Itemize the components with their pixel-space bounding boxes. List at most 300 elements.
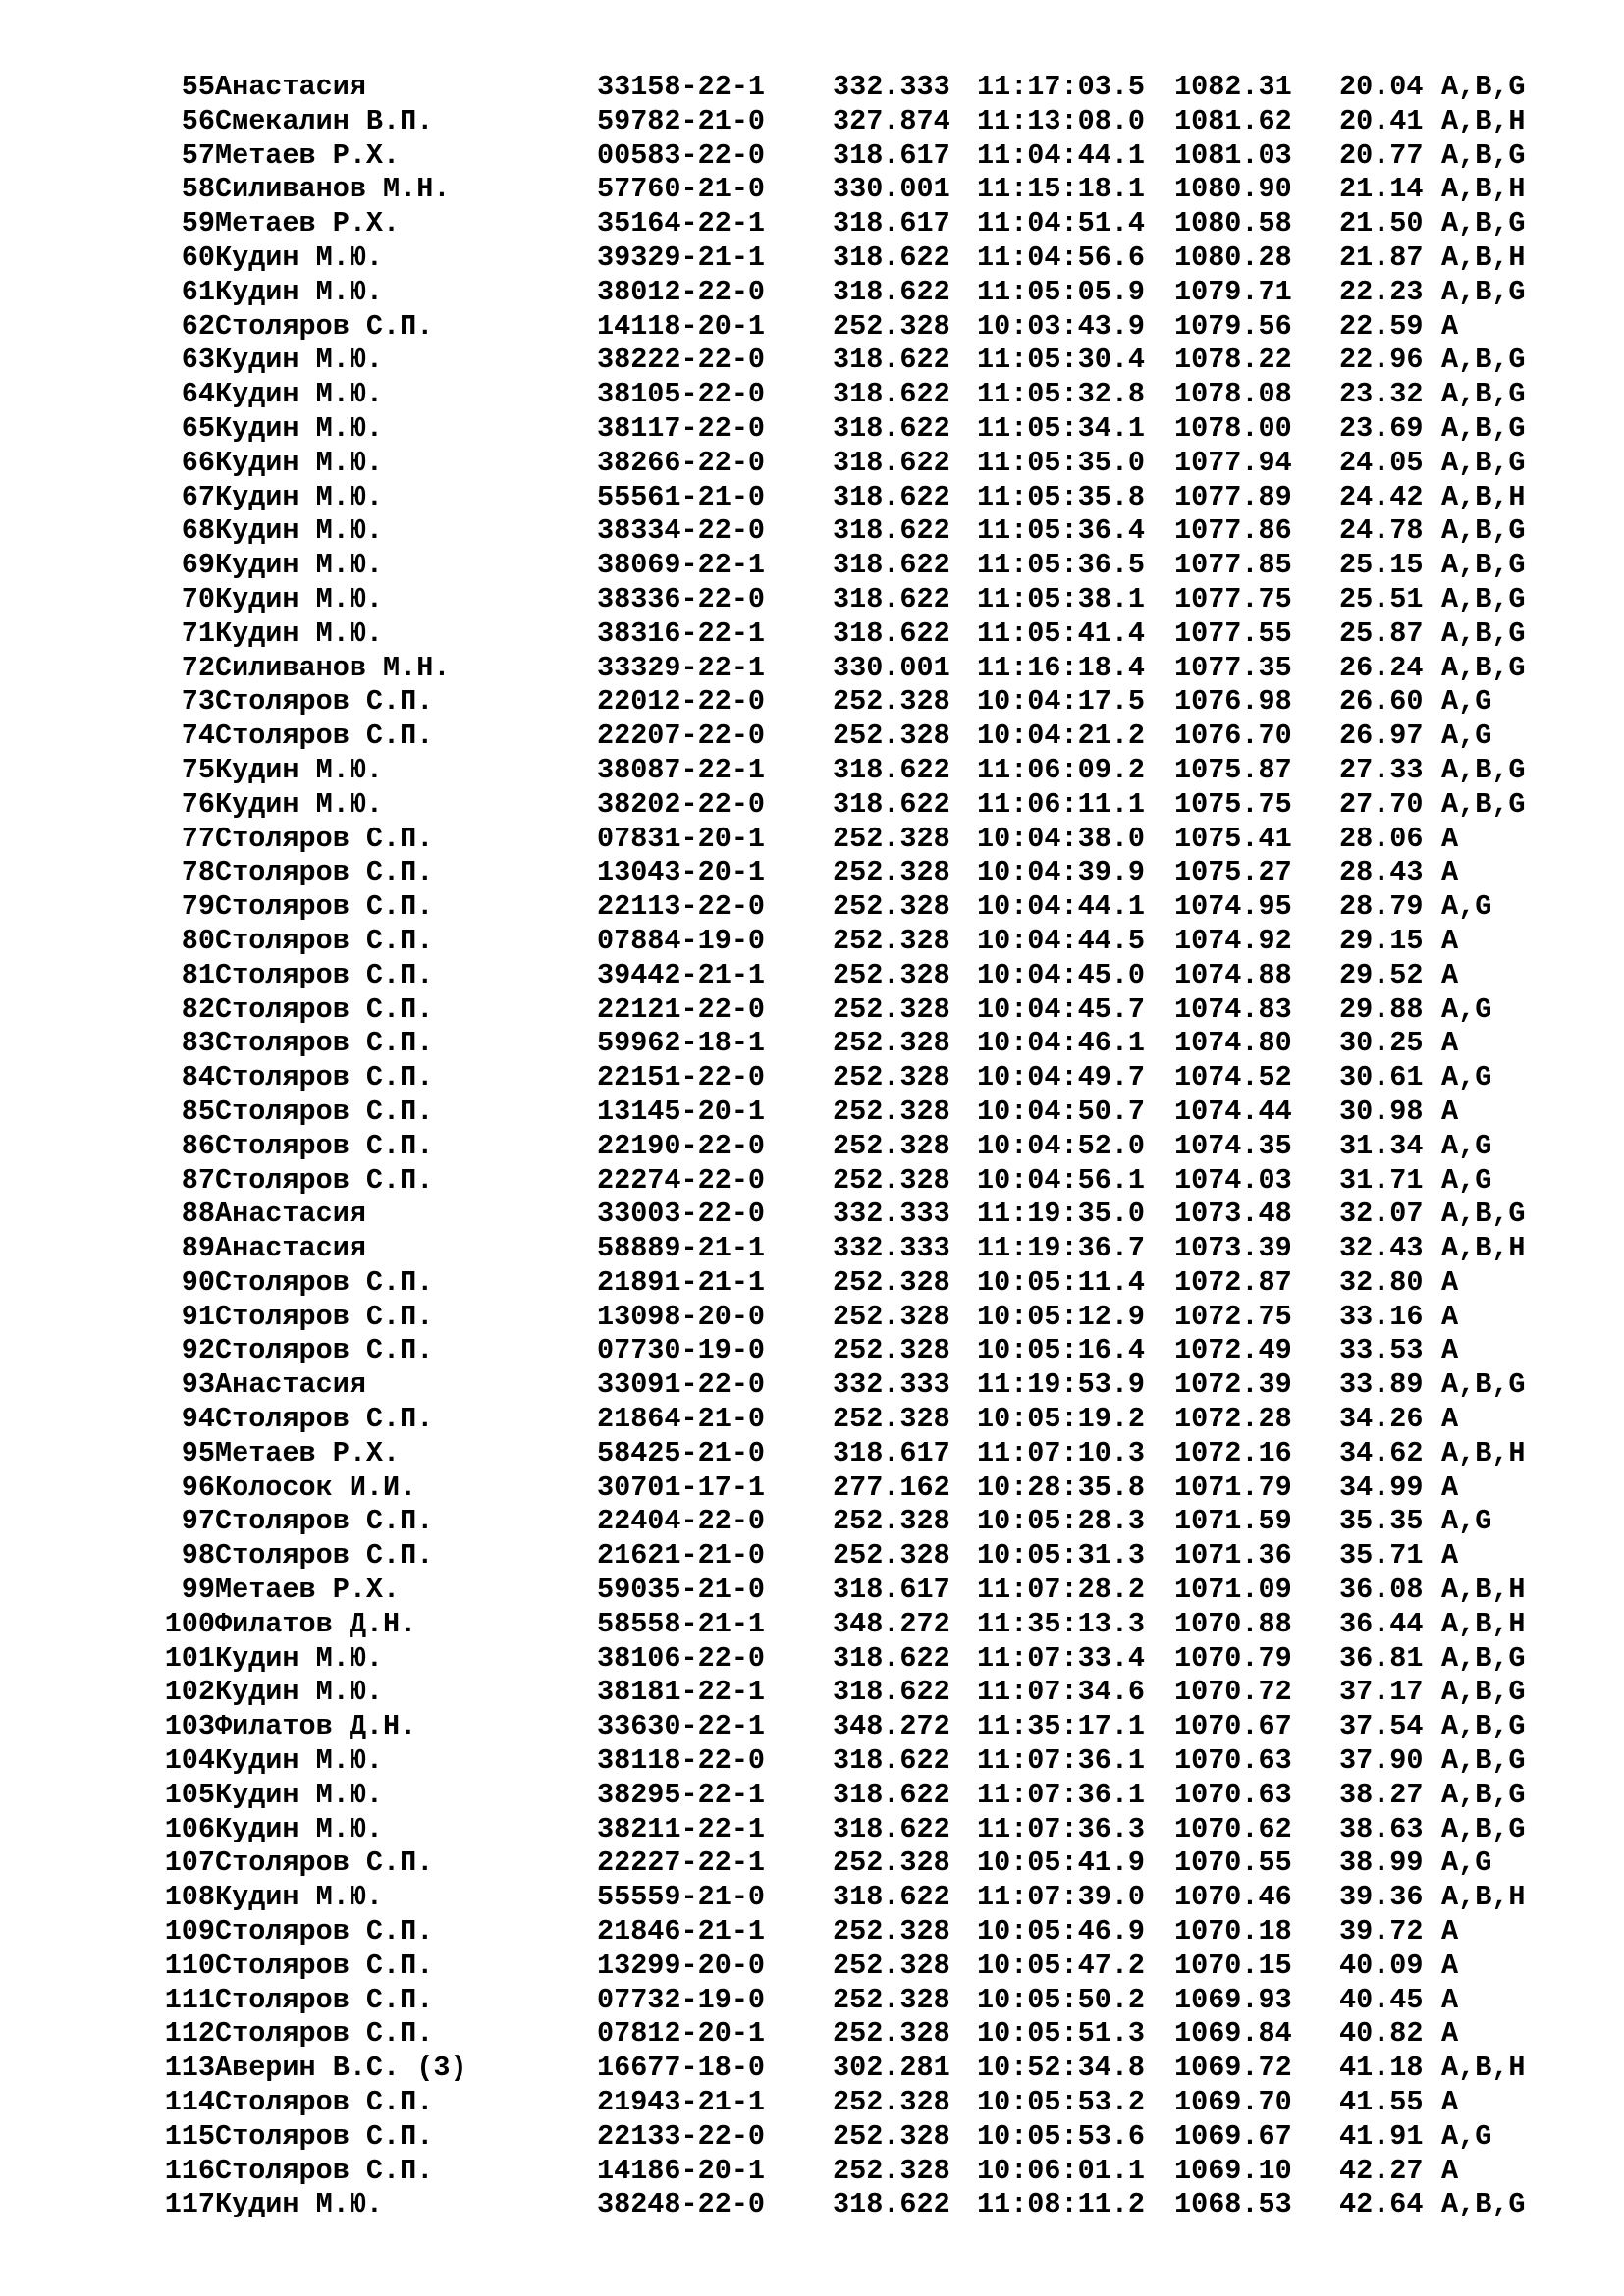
points-value: 30.25	[1339, 1027, 1424, 1060]
row-number: 81	[181, 958, 215, 991]
points-value: 34.26	[1339, 1403, 1424, 1436]
arrival-time: 10:04:46.1	[977, 1027, 1146, 1060]
class-codes: A,B,H	[1441, 1574, 1526, 1607]
row-number: 83	[181, 1027, 215, 1060]
ring-id: 58889-21-1	[597, 1232, 766, 1265]
class-codes: A	[1441, 1334, 1459, 1367]
speed-value: 1069.10	[1174, 2154, 1292, 2187]
table-row	[0, 1539, 1624, 1574]
ring-id: 39442-21-1	[597, 958, 766, 991]
row-number: 82	[181, 992, 215, 1026]
ring-id: 33630-22-1	[597, 1710, 766, 1743]
points-value: 39.36	[1339, 1881, 1424, 1914]
class-codes: A,B,G	[1441, 207, 1526, 240]
points-value: 29.52	[1339, 958, 1424, 991]
participant-name: Кудин М.Ю.	[215, 514, 384, 548]
ring-id: 22227-22-1	[597, 1846, 766, 1880]
speed-value: 1075.41	[1174, 822, 1292, 855]
points-value: 27.33	[1339, 753, 1424, 786]
points-value: 35.35	[1339, 1505, 1424, 1538]
speed-value: 1070.67	[1174, 1710, 1292, 1743]
row-number: 102	[164, 1676, 215, 1709]
ring-id: 38117-22-0	[597, 411, 766, 445]
distance-value: 252.328	[833, 720, 950, 753]
participant-name: Кудин М.Ю.	[215, 411, 384, 445]
arrival-time: 11:19:53.9	[977, 1368, 1146, 1402]
arrival-time: 10:06:01.1	[977, 2154, 1146, 2187]
participant-name: Кудин М.Ю.	[215, 240, 384, 274]
class-codes: A	[1441, 924, 1459, 957]
arrival-time: 10:04:17.5	[977, 685, 1146, 719]
ring-id: 21621-21-0	[597, 1539, 766, 1573]
table-row	[0, 549, 1624, 583]
points-value: 31.71	[1339, 1163, 1424, 1197]
table-row	[0, 139, 1624, 174]
speed-value: 1070.55	[1174, 1846, 1292, 1880]
arrival-time: 11:17:03.5	[977, 71, 1146, 103]
class-codes: A,B,G	[1441, 1812, 1526, 1845]
speed-value: 1070.62	[1174, 1812, 1292, 1845]
participant-name: Кудин М.Ю.	[215, 1744, 384, 1778]
participant-name: Колосок И.И.	[215, 1470, 417, 1504]
row-number: 74	[181, 720, 215, 753]
participant-name: Столяров С.П.	[215, 2119, 434, 2153]
ring-id: 22207-22-0	[597, 720, 766, 753]
points-value: 25.51	[1339, 582, 1424, 615]
points-value: 41.91	[1339, 2119, 1424, 2153]
speed-value: 1080.58	[1174, 207, 1292, 240]
participant-name: Кудин М.Ю.	[215, 753, 384, 786]
table-row	[0, 1574, 1624, 1608]
distance-value: 318.622	[833, 411, 950, 445]
table-row	[0, 1301, 1624, 1335]
row-number: 100	[164, 1607, 215, 1640]
participant-name: Кудин М.Ю.	[215, 446, 384, 479]
participant-name: Столяров С.П.	[215, 2154, 434, 2187]
participant-name: Кудин М.Ю.	[215, 1881, 384, 1914]
points-value: 34.62	[1339, 1436, 1424, 1469]
row-number: 114	[164, 2086, 215, 2119]
points-value: 28.79	[1339, 890, 1424, 924]
participant-name: Столяров С.П.	[215, 1403, 434, 1436]
ring-id: 38087-22-1	[597, 753, 766, 786]
ring-id: 33329-22-1	[597, 651, 766, 684]
distance-value: 252.328	[833, 2017, 950, 2051]
table-row	[0, 1779, 1624, 1813]
class-codes: A,G	[1441, 992, 1492, 1026]
ring-id: 59962-18-1	[597, 1027, 766, 1060]
class-codes: A,G	[1441, 2119, 1492, 2153]
arrival-time: 11:07:36.1	[977, 1778, 1146, 1811]
row-number: 99	[181, 1574, 215, 1607]
distance-value: 348.272	[833, 1710, 950, 1743]
row-number: 56	[181, 104, 215, 137]
distance-value: 318.617	[833, 138, 950, 172]
row-number: 71	[181, 616, 215, 650]
row-number: 62	[181, 309, 215, 343]
participant-name: Кудин М.Ю.	[215, 1812, 384, 1845]
class-codes: A,B,G	[1441, 1744, 1526, 1778]
table-row	[0, 2017, 1624, 2052]
distance-value: 252.328	[833, 1265, 950, 1299]
distance-value: 252.328	[833, 856, 950, 889]
distance-value: 252.328	[833, 1129, 950, 1162]
distance-value: 318.622	[833, 549, 950, 582]
arrival-time: 10:05:19.2	[977, 1403, 1146, 1436]
ring-id: 59782-21-0	[597, 104, 766, 137]
table-row	[0, 1676, 1624, 1710]
class-codes: A,G	[1441, 1061, 1492, 1095]
class-codes: A	[1441, 1265, 1459, 1299]
class-codes: A,B,G	[1441, 71, 1526, 103]
arrival-time: 11:05:30.4	[977, 344, 1146, 377]
table-row	[0, 754, 1624, 788]
speed-value: 1074.35	[1174, 1129, 1292, 1162]
speed-value: 1075.75	[1174, 787, 1292, 821]
row-number: 64	[181, 378, 215, 411]
speed-value: 1074.92	[1174, 924, 1292, 957]
ring-id: 38222-22-0	[597, 344, 766, 377]
participant-name: Филатов Д.Н.	[215, 1710, 417, 1743]
distance-value: 252.328	[833, 992, 950, 1026]
ring-id: 38336-22-0	[597, 582, 766, 615]
row-number: 117	[164, 2188, 215, 2221]
class-codes: A	[1441, 1470, 1459, 1504]
arrival-time: 10:04:52.0	[977, 1129, 1146, 1162]
points-value: 22.23	[1339, 275, 1424, 308]
ring-id: 38266-22-0	[597, 446, 766, 479]
speed-value: 1077.55	[1174, 616, 1292, 650]
class-codes: A,B,H	[1441, 1881, 1526, 1914]
participant-name: Столяров С.П.	[215, 2086, 434, 2119]
table-row	[0, 2155, 1624, 2189]
speed-value: 1073.39	[1174, 1232, 1292, 1265]
class-codes: A	[1441, 2017, 1459, 2051]
distance-value: 252.328	[833, 924, 950, 957]
arrival-time: 11:06:11.1	[977, 787, 1146, 821]
points-value: 33.53	[1339, 1334, 1424, 1367]
table-row	[0, 823, 1624, 857]
ring-id: 30701-17-1	[597, 1470, 766, 1504]
ring-id: 39329-21-1	[597, 240, 766, 274]
participant-name: Кудин М.Ю.	[215, 616, 384, 650]
ring-id: 59035-21-0	[597, 1574, 766, 1607]
ring-id: 38295-22-1	[597, 1778, 766, 1811]
participant-name: Кудин М.Ю.	[215, 344, 384, 377]
table-row	[0, 1984, 1624, 2018]
participant-name: Кудин М.Ю.	[215, 378, 384, 411]
class-codes: A	[1441, 822, 1459, 855]
points-value: 22.96	[1339, 344, 1424, 377]
ring-id: 55561-21-0	[597, 480, 766, 513]
ring-id: 38181-22-1	[597, 1676, 766, 1709]
table-row	[0, 71, 1624, 105]
class-codes: A	[1441, 309, 1459, 343]
distance-value: 330.001	[833, 173, 950, 206]
arrival-time: 11:05:32.8	[977, 378, 1146, 411]
ring-id: 35164-22-1	[597, 207, 766, 240]
row-number: 60	[181, 240, 215, 274]
speed-value: 1073.48	[1174, 1198, 1292, 1231]
participant-name: Столяров С.П.	[215, 1334, 434, 1367]
speed-value: 1070.79	[1174, 1641, 1292, 1675]
speed-value: 1075.87	[1174, 753, 1292, 786]
speed-value: 1069.84	[1174, 2017, 1292, 2051]
speed-value: 1071.59	[1174, 1505, 1292, 1538]
arrival-time: 11:05:36.5	[977, 549, 1146, 582]
arrival-time: 11:04:56.6	[977, 240, 1146, 274]
class-codes: A,G	[1441, 720, 1492, 753]
points-value: 25.15	[1339, 549, 1424, 582]
participant-name: Столяров С.П.	[215, 1095, 434, 1128]
class-codes: A,B,G	[1441, 787, 1526, 821]
ring-id: 14186-20-1	[597, 2154, 766, 2187]
table-row	[0, 276, 1624, 310]
speed-value: 1074.80	[1174, 1027, 1292, 1060]
speed-value: 1072.75	[1174, 1300, 1292, 1333]
class-codes: A,B,H	[1441, 2052, 1526, 2085]
table-row	[0, 1471, 1624, 1506]
ring-id: 38106-22-0	[597, 1641, 766, 1675]
row-number: 112	[164, 2017, 215, 2051]
row-number: 116	[164, 2154, 215, 2187]
points-value: 33.89	[1339, 1368, 1424, 1402]
distance-value: 252.328	[833, 1163, 950, 1197]
class-codes: A,B,G	[1441, 1676, 1526, 1709]
row-number: 94	[181, 1403, 215, 1436]
participant-name: Столяров С.П.	[215, 720, 434, 753]
arrival-time: 10:04:21.2	[977, 720, 1146, 753]
class-codes: A,B,H	[1441, 1436, 1526, 1469]
table-row	[0, 2086, 1624, 2120]
table-row	[0, 2188, 1624, 2222]
row-number: 69	[181, 549, 215, 582]
ring-id: 55559-21-0	[597, 1881, 766, 1914]
arrival-time: 11:35:17.1	[977, 1710, 1146, 1743]
speed-value: 1075.27	[1174, 856, 1292, 889]
table-row	[0, 310, 1624, 345]
points-value: 25.87	[1339, 616, 1424, 650]
speed-value: 1071.09	[1174, 1574, 1292, 1607]
points-value: 29.15	[1339, 924, 1424, 957]
points-value: 40.09	[1339, 1949, 1424, 1982]
points-value: 29.88	[1339, 992, 1424, 1026]
row-number: 108	[164, 1881, 215, 1914]
class-codes: A,G	[1441, 685, 1492, 719]
arrival-time: 11:07:10.3	[977, 1436, 1146, 1469]
speed-value: 1070.72	[1174, 1676, 1292, 1709]
speed-value: 1080.28	[1174, 240, 1292, 274]
table-row	[0, 959, 1624, 993]
participant-name: Метаев Р.Х.	[215, 1436, 401, 1469]
arrival-time: 11:04:44.1	[977, 138, 1146, 172]
table-row	[0, 1881, 1624, 1915]
speed-value: 1070.63	[1174, 1744, 1292, 1778]
row-number: 110	[164, 1949, 215, 1982]
row-number: 97	[181, 1505, 215, 1538]
distance-value: 252.328	[833, 1983, 950, 2016]
ring-id: 38012-22-0	[597, 275, 766, 308]
speed-value: 1076.70	[1174, 720, 1292, 753]
ring-id: 22274-22-0	[597, 1163, 766, 1197]
points-value: 37.54	[1339, 1710, 1424, 1743]
ring-id: 00583-22-0	[597, 138, 766, 172]
participant-name: Кудин М.Ю.	[215, 1641, 384, 1675]
row-number: 72	[181, 651, 215, 684]
points-value: 21.14	[1339, 173, 1424, 206]
participant-name: Столяров С.П.	[215, 1915, 434, 1949]
table-row	[0, 1095, 1624, 1130]
speed-value: 1077.75	[1174, 582, 1292, 615]
distance-value: 252.328	[833, 1027, 950, 1060]
points-value: 24.78	[1339, 514, 1424, 548]
class-codes: A	[1441, 1915, 1459, 1949]
table-row	[0, 1710, 1624, 1744]
table-row	[0, 685, 1624, 720]
arrival-time: 10:05:47.2	[977, 1949, 1146, 1982]
speed-value: 1076.98	[1174, 685, 1292, 719]
table-row	[0, 1813, 1624, 1847]
arrival-time: 11:19:35.0	[977, 1198, 1146, 1231]
class-codes: A,B,G	[1441, 1368, 1526, 1402]
class-codes: A,B,G	[1441, 411, 1526, 445]
speed-value: 1070.88	[1174, 1607, 1292, 1640]
row-number: 89	[181, 1232, 215, 1265]
points-value: 24.05	[1339, 446, 1424, 479]
table-row	[0, 1232, 1624, 1266]
points-value: 42.64	[1339, 2188, 1424, 2221]
row-number: 58	[181, 173, 215, 206]
speed-value: 1077.94	[1174, 446, 1292, 479]
distance-value: 252.328	[833, 1403, 950, 1436]
table-row	[0, 1061, 1624, 1095]
table-row	[0, 344, 1624, 378]
row-number: 84	[181, 1061, 215, 1095]
arrival-time: 11:07:34.6	[977, 1676, 1146, 1709]
table-row	[0, 105, 1624, 139]
ring-id: 13098-20-0	[597, 1300, 766, 1333]
class-codes: A	[1441, 2086, 1459, 2119]
distance-value: 318.617	[833, 1574, 950, 1607]
class-codes: A,B,H	[1441, 173, 1526, 206]
points-value: 41.18	[1339, 2052, 1424, 2085]
participant-name: Кудин М.Ю.	[215, 2188, 384, 2221]
points-value: 26.24	[1339, 651, 1424, 684]
points-value: 36.08	[1339, 1574, 1424, 1607]
row-number: 98	[181, 1539, 215, 1573]
distance-value: 252.328	[833, 2119, 950, 2153]
points-value: 22.59	[1339, 309, 1424, 343]
ring-id: 38202-22-0	[597, 787, 766, 821]
table-row	[0, 1266, 1624, 1301]
row-number: 68	[181, 514, 215, 548]
row-number: 104	[164, 1744, 215, 1778]
distance-value: 318.622	[833, 582, 950, 615]
ring-id: 07730-19-0	[597, 1334, 766, 1367]
ring-id: 58425-21-0	[597, 1436, 766, 1469]
ring-id: 07812-20-1	[597, 2017, 766, 2051]
ring-id: 21864-21-0	[597, 1403, 766, 1436]
participant-name: Столяров С.П.	[215, 1300, 434, 1333]
table-row	[0, 447, 1624, 481]
participant-name: Кудин М.Ю.	[215, 582, 384, 615]
speed-value: 1070.18	[1174, 1915, 1292, 1949]
row-number: 93	[181, 1368, 215, 1402]
speed-value: 1072.39	[1174, 1368, 1292, 1402]
participant-name: Столяров С.П.	[215, 1129, 434, 1162]
speed-value: 1068.53	[1174, 2188, 1292, 2221]
class-codes: A	[1441, 2154, 1459, 2187]
distance-value: 332.333	[833, 71, 950, 103]
ring-id: 16677-18-0	[597, 2052, 766, 2085]
points-value: 39.72	[1339, 1915, 1424, 1949]
arrival-time: 11:05:35.8	[977, 480, 1146, 513]
class-codes: A,B,G	[1441, 344, 1526, 377]
row-number: 77	[181, 822, 215, 855]
ring-id: 13043-20-1	[597, 856, 766, 889]
row-number: 85	[181, 1095, 215, 1128]
table-row	[0, 1334, 1624, 1368]
ring-id: 07732-19-0	[597, 1983, 766, 2016]
participant-name: Столяров С.П.	[215, 1949, 434, 1982]
distance-value: 252.328	[833, 958, 950, 991]
points-value: 38.99	[1339, 1846, 1424, 1880]
speed-value: 1074.44	[1174, 1095, 1292, 1128]
results-table	[0, 71, 1624, 2222]
distance-value: 318.622	[833, 378, 950, 411]
speed-value: 1072.16	[1174, 1436, 1292, 1469]
participant-name: Кудин М.Ю.	[215, 1676, 384, 1709]
participant-name: Анастасия	[215, 71, 366, 103]
class-codes: A	[1441, 1095, 1459, 1128]
table-row	[0, 1915, 1624, 1949]
distance-value: 252.328	[833, 1949, 950, 1982]
row-number: 63	[181, 344, 215, 377]
points-value: 21.87	[1339, 240, 1424, 274]
table-row	[0, 1130, 1624, 1164]
row-number: 79	[181, 890, 215, 924]
class-codes: A,G	[1441, 1129, 1492, 1162]
arrival-time: 10:05:41.9	[977, 1846, 1146, 1880]
row-number: 105	[164, 1778, 215, 1811]
arrival-time: 11:05:38.1	[977, 582, 1146, 615]
distance-value: 318.622	[833, 787, 950, 821]
class-codes: A,B,G	[1441, 446, 1526, 479]
table-row	[0, 241, 1624, 276]
distance-value: 318.622	[833, 1744, 950, 1778]
arrival-time: 10:05:16.4	[977, 1334, 1146, 1367]
participant-name: Метаев Р.Х.	[215, 207, 401, 240]
table-row	[0, 925, 1624, 959]
arrival-time: 11:13:08.0	[977, 104, 1146, 137]
speed-value: 1081.03	[1174, 138, 1292, 172]
arrival-time: 10:04:45.0	[977, 958, 1146, 991]
arrival-time: 11:05:05.9	[977, 275, 1146, 308]
class-codes: A,B,G	[1441, 1641, 1526, 1675]
points-value: 32.43	[1339, 1232, 1424, 1265]
participant-name: Метаев Р.Х.	[215, 1574, 401, 1607]
participant-name: Столяров С.П.	[215, 1846, 434, 1880]
class-codes: A,B,G	[1441, 1778, 1526, 1811]
arrival-time: 10:28:35.8	[977, 1470, 1146, 1504]
participant-name: Силиванов М.Н.	[215, 651, 451, 684]
arrival-time: 10:03:43.9	[977, 309, 1146, 343]
table-row	[0, 1846, 1624, 1881]
row-number: 78	[181, 856, 215, 889]
points-value: 37.90	[1339, 1744, 1424, 1778]
distance-value: 318.622	[833, 275, 950, 308]
arrival-time: 11:35:13.3	[977, 1607, 1146, 1640]
